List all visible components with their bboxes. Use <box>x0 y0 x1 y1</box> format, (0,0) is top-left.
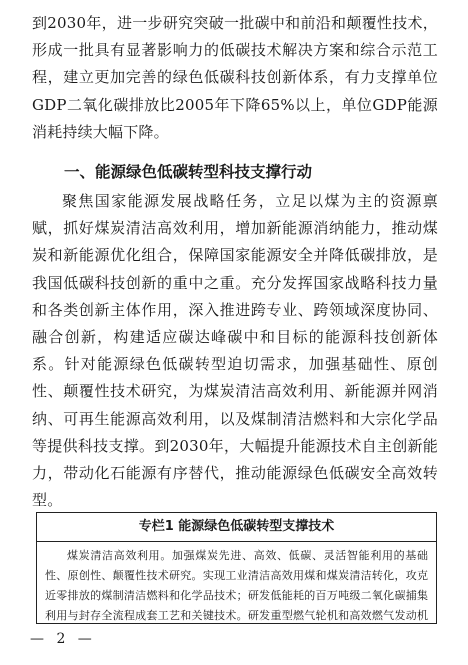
box-title: 专栏1 能源绿色低碳转型支撑技术 <box>37 513 436 542</box>
intro-paragraph: 到2030年，进一步研究突破一批碳中和前沿和颠覆性技术，形成一批具有显著影响力的低碳技术解决方案和综合示范工程，建立更加完善的绿色低碳科技创新体系，有力支撑单位GDP二氧化碳排放比2005年下降65%以上，单位GDP能源消耗持续大幅下降。 <box>32 14 438 141</box>
sidebar-box <box>36 512 437 624</box>
box-body: 煤炭清洁高效利用。加强煤炭先进、高效、低碳、灵活智能利用的基础性、原创性、颠覆性技术研究。实现工业清洁高效用煤和煤炭清洁转化，攻克近零排放的煤制清洁燃料和化学品技术；研发低能耗的百万吨级二氧化碳捕集利用与封存全流程成套工艺和关键技术。研发重型燃气轮机和高效燃气发动机 <box>45 549 428 622</box>
page-number: — 2 — <box>30 631 96 647</box>
main-paragraph: 聚焦国家能源发展战略任务，立足以煤为主的资源禀赋，抓好煤炭清洁高效利用，增加新能源消纳能力，推动煤炭和新能源优化组合，保障国家能源安全并降低碳排放，是我国低碳科技创新的重中之重。充分发挥国家战略科技力量和各类创新主体作用，深入推进跨专业、跨领域深度协同、融合创新，构建适应碳达峰碳中和目标的能源科技创新体系。针对能源绿色低碳转型迫切需求，加强基础性、原创性、颠覆性技术研究，为煤炭清洁高效利用、新能源并网消纳、可再生能源高效利用，以及煤制清洁燃料和大宗化学品等提供科技支撑。到2030年，大幅提升能源技术自主创新能力，带动化石能源有序替代，推动能源绿色低碳安全高效转型。 <box>32 192 438 510</box>
section-heading: 一、能源绿色低碳转型科技支撑行动 <box>64 163 313 181</box>
